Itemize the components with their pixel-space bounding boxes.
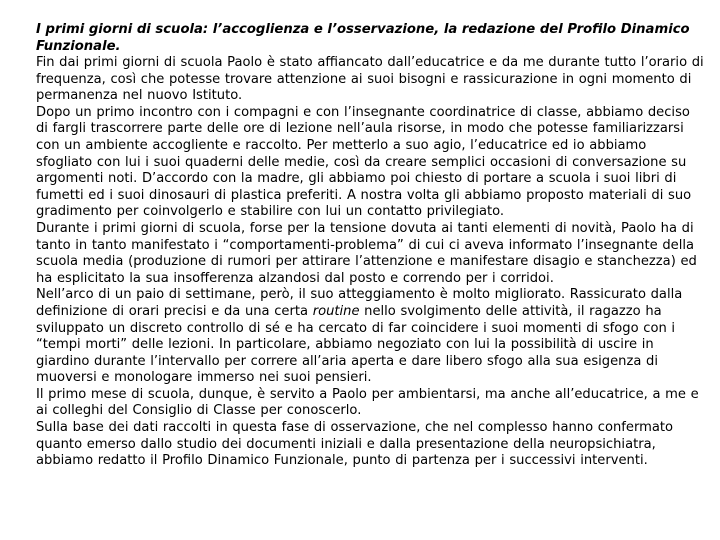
paragraph-3: Durante i primi giorni di scuola, forse per la tensione dovuta ai tanti elementi di novità, Paolo ha di tanto in tanto manifestato i “comportamenti-problema” di cui ci aveva informato l’insegnante della scuola media (produzione di rumori per attirare l’attenzione e manifestare disagio e stanchezza) ed ha esplicitato la sua insofferenza alzandosi dal posto e correndo per i corridoi. xyxy=(36,220,697,286)
document-body xyxy=(36,21,704,470)
paragraph-1: Fin dai primi giorni di scuola Paolo è stato affiancato dall’educatrice e da me durante tutto l’orario di frequenza, così che potesse trovare attenzione ai suoi bisogni e rassicurazione in ogni momento di permanenza nel nuovo Istituto. xyxy=(36,55,704,104)
document-title: I primi giorni di scuola: l’accoglienza e l’osservazione, la redazione del Profilo Dinamico Funzionale. xyxy=(36,22,690,54)
paragraph-4-after: nello svolgimento delle attività, il ragazzo ha sviluppato un discreto controllo di sé e ha cercato di far coincidere i suoi momenti di sfogo con i “tempi morti” delle lezioni. In particolare, abbiamo negoziato con lui la possibilità di uscire in giardino durante l’intervallo per correre all’aria aperta e dare libero sfogo alla sua esigenza di muoversi e monologare immerso nei suoi pensieri. xyxy=(36,303,676,386)
paragraph-4-emphasis: routine xyxy=(312,303,360,319)
paragraph-6: Sulla base dei dati raccolti in questa fase di osservazione, che nel complesso hanno confermato quanto emerso dallo studio dei documenti iniziali e dalla presentazione della neuropsichiatra, abbiamo redatto il Profilo Dinamico Funzionale, punto di partenza per i successivi interventi. xyxy=(36,420,674,469)
paragraph-4-before: Nell’arco di un paio di settimane, però, il suo atteggiamento è molto migliorato. Rassicurato dalla definizione di orari precisi e da una certa xyxy=(36,287,683,319)
paragraph-5: Il primo mese di scuola, dunque, è servito a Paolo per ambientarsi, ma anche all’educatrice, a me e ai colleghi del Consiglio di Classe per conoscerlo. xyxy=(36,386,699,419)
paragraph-2: Dopo un primo incontro con i compagni e con l’insegnante coordinatrice di classe, abbiamo deciso di fargli trascorrere parte delle ore di lezione nell’aula risorse, in modo che potesse familiarizzarsi con un ambiente accogliente e raccolto. Per metterlo a suo agio, l’educatrice ed io abbiamo sfogliato con lui i suoi quaderni delle medie, così da creare semplici occasioni di conversazione su argomenti noti. D’accordo con la madre, gli abbiamo poi chiesto di portare a scuola i suoi libri di fumetti ed i suoi dinosauri di plastica preferiti. A nostra volta gli abbiamo proposto materiali di suo gradimento per coinvolgerlo e stabilire con lui un contatto privilegiato. xyxy=(36,104,692,220)
paragraph-4 xyxy=(36,287,704,387)
